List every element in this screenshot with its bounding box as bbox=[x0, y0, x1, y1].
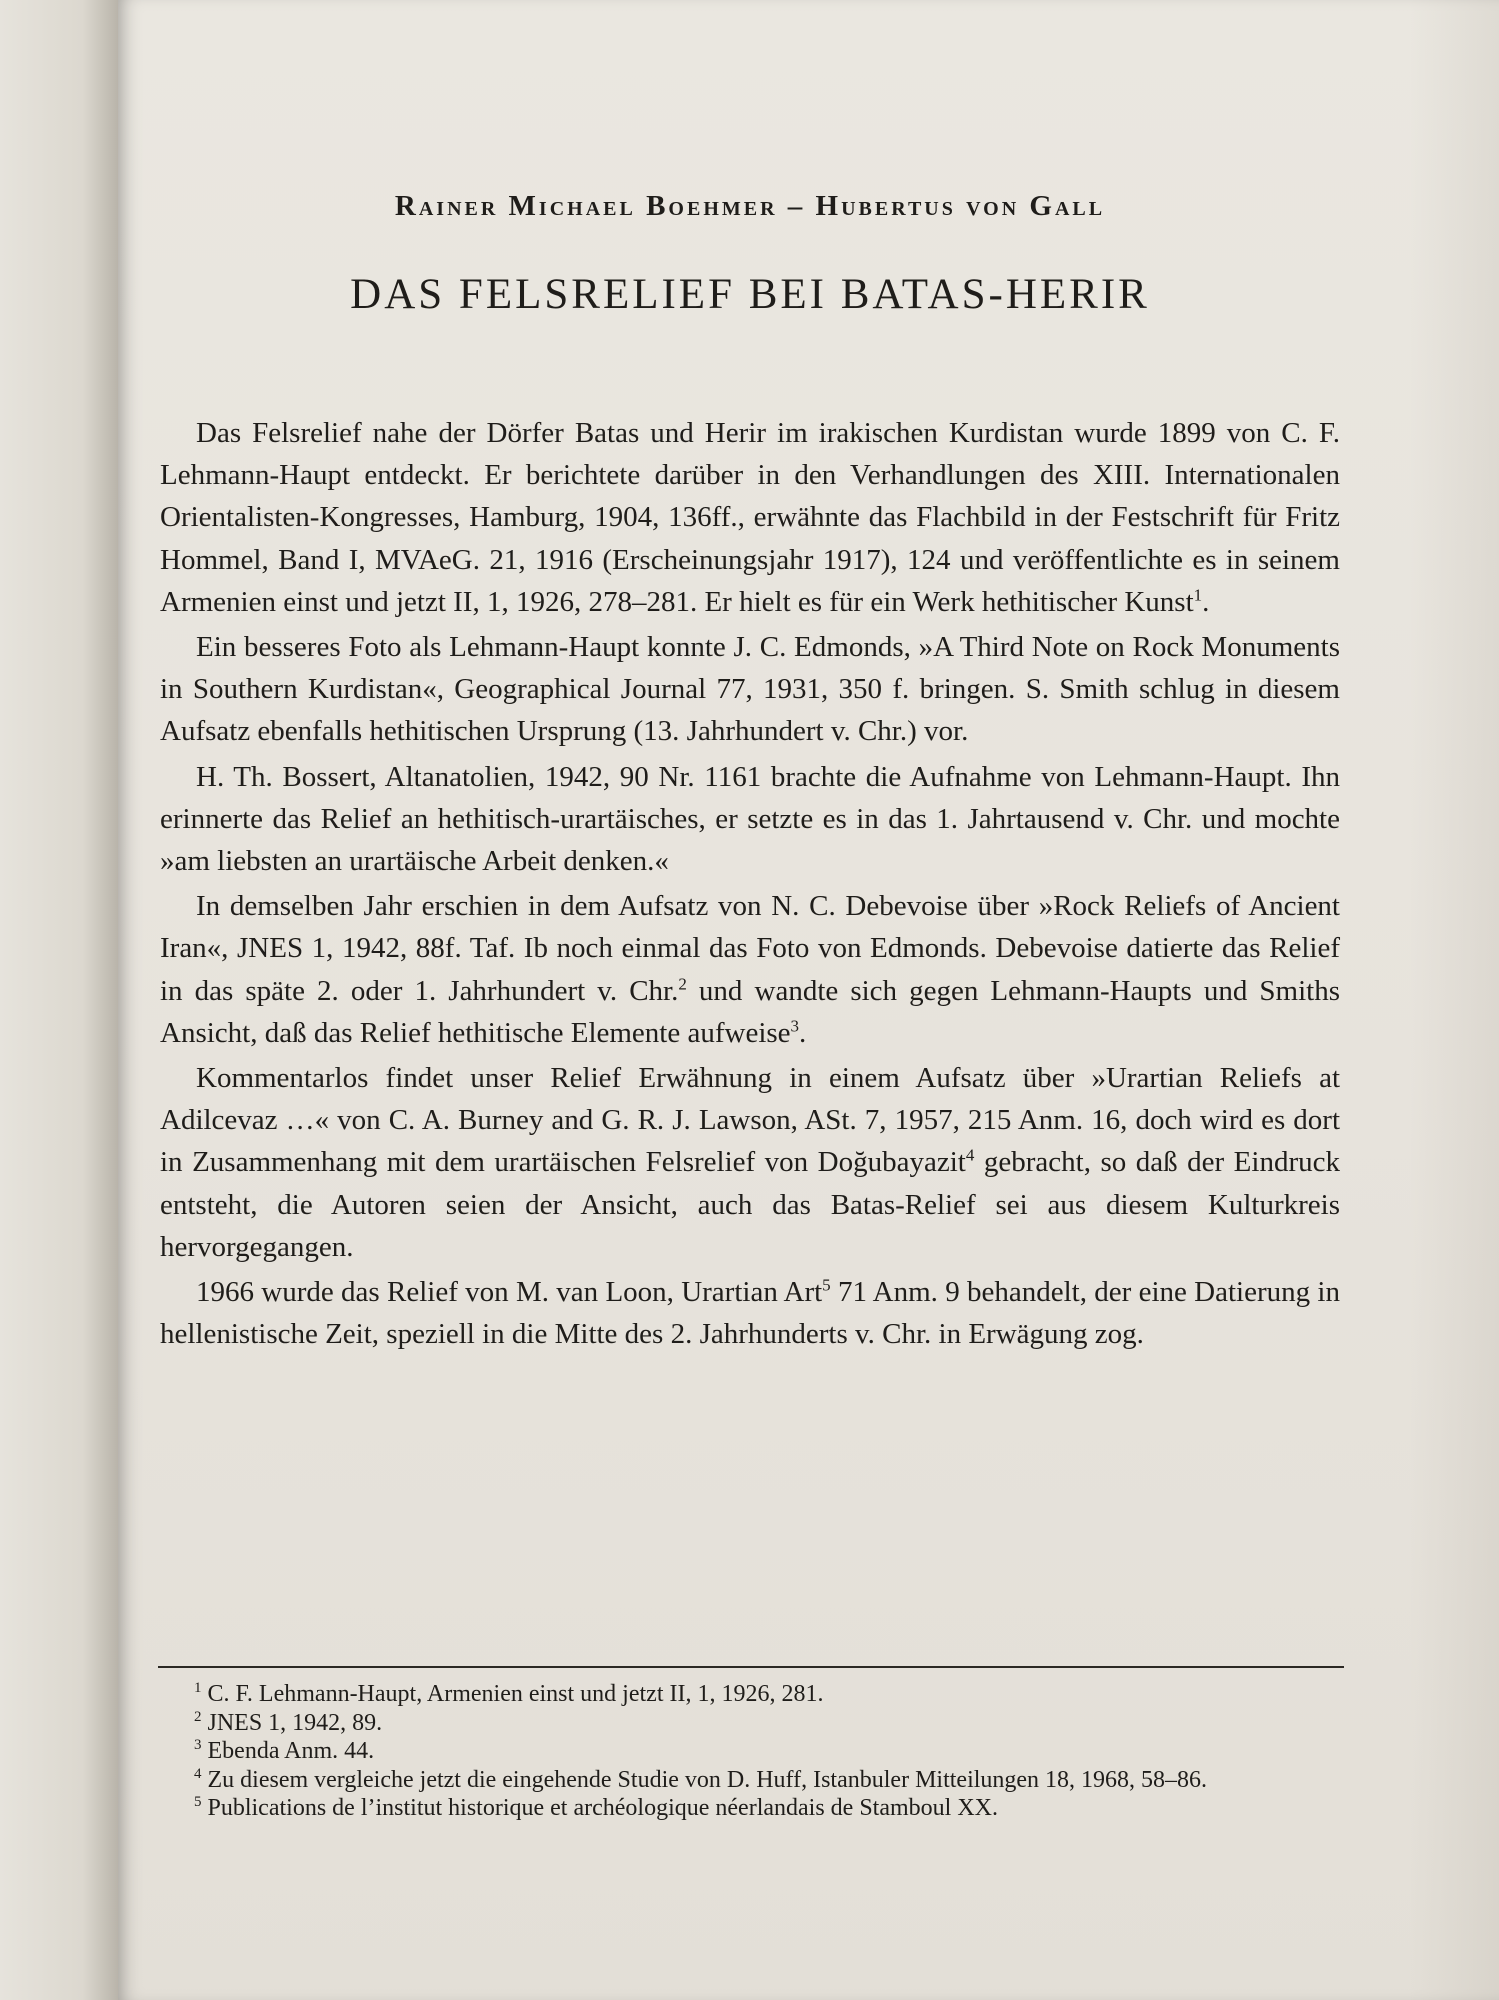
footnotes bbox=[160, 1680, 1342, 1823]
footnote-4 bbox=[160, 1766, 1342, 1795]
paragraph-text: In demselben Jahr erschien in dem Aufsatz von N. C. Debevoise über »Rock Reliefs of Ancient Iran«, JNES 1, 1942, 88f. Taf. Ib noch einmal das Foto von Edmonds. Debevoise datierte das Relief in das späte 2. oder 1. Jahrhundert v. Chr. bbox=[160, 890, 1340, 1007]
paragraph-2 bbox=[160, 626, 1340, 753]
page-shade bbox=[1409, 0, 1499, 2000]
paragraph-tail: . bbox=[799, 1016, 807, 1049]
footnote-2 bbox=[160, 1709, 1342, 1738]
footnote-ref[interactable]: 5 bbox=[822, 1275, 831, 1295]
article-body bbox=[160, 412, 1340, 1358]
footnote-3 bbox=[160, 1737, 1342, 1766]
paragraph-tail: 71 Anm. 9 behandelt, der eine Datierung in hellenistische Zeit, speziell in die Mitte des 2. Jahrhunderts v. Chr. in Erwägung zog. bbox=[160, 1276, 1340, 1351]
footnote-number: 5 bbox=[194, 1794, 202, 1810]
footnote-ref[interactable]: 3 bbox=[790, 1016, 800, 1036]
footnote-number: 1 bbox=[194, 1680, 202, 1696]
paragraph-text: Das Felsrelief nahe der Dörfer Batas und Herir im irakischen Kurdistan wurde 1899 von C. F. Lehmann-Haupt entdeckt. Er berichtete darüber in den Verhandlungen des XIII. Internationalen Orientalisten-Kongresses, Hamburg, 1904, 136ff., erwähnte das Flachbild in der Festschrift für Fritz Hommel, Band I, MVAeG. 21, 1916 (Erscheinungsjahr 1917), 124 und veröffentlichte es in seinem Armenien einst und jetzt II, 1, 1926, 278–281. Er hielt es für ein Werk hethitischer Kunst bbox=[160, 417, 1340, 618]
book-page bbox=[118, 0, 1499, 2000]
footnote-text: Publications de l’institut historique et archéologique néerlandais de Stamboul XX. bbox=[207, 1795, 998, 1821]
adjacent-page-edge bbox=[0, 0, 118, 2000]
footnote-ref[interactable]: 4 bbox=[965, 1145, 975, 1165]
article-authors: Rainer Michael Boehmer – Hubertus von Gall bbox=[394, 190, 1106, 222]
footnote-number: 4 bbox=[194, 1765, 202, 1782]
paragraph-text: Kommentarlos findet unser Relief Erwähnung in einem Aufsatz über »Urartian Reliefs at Adilcevaz …« von C. A. Burney and G. R. J. Lawson, ASt. 7, 1957, 215 Anm. 16, doch wird es dort in Zusammenhang mit dem urartäischen Felsrelief von Doğubayazit bbox=[160, 1062, 1340, 1179]
paragraph-text: Ein besseres Foto als Lehmann-Haupt konnte J. C. Edmonds, »A Third Note on Rock Monuments in Southern Kurdistan«, Geographical Journal 77, 1931, 350 f. bringen. S. Smith schlug in diesem Aufsatz ebenfalls hethitischen Ursprung (13. Jahrhundert v. Chr.) vor. bbox=[160, 631, 1340, 748]
footnote-number: 3 bbox=[194, 1737, 202, 1753]
paragraph-tail: . bbox=[1202, 585, 1210, 618]
paragraph-tail: und wandte sich gegen Lehmann-Haupts und Smiths Ansicht, daß das Relief hethitische Elemente aufweise bbox=[160, 974, 1340, 1049]
footnote-text: C. F. Lehmann-Haupt, Armenien einst und jetzt II, 1, 1926, 281. bbox=[207, 1681, 824, 1707]
footnote-text: Zu diesem vergleiche jetzt die eingehende Studie von D. Huff, Istanbuler Mitteilungen 18, 1968, 58–86. bbox=[207, 1766, 1208, 1793]
footnote-text: Ebenda Anm. 44. bbox=[207, 1738, 375, 1764]
paragraph-3 bbox=[160, 756, 1340, 883]
paragraph-text: 1966 wurde das Relief von M. van Loon, Urartian Art bbox=[196, 1276, 823, 1309]
paragraph-4 bbox=[160, 885, 1340, 1054]
footnote-divider bbox=[158, 1666, 1344, 1668]
paragraph-1 bbox=[160, 412, 1340, 623]
paragraph-6 bbox=[160, 1271, 1340, 1355]
article-title: DAS FELSRELIEF BEI BATAS-HERIR bbox=[350, 271, 1150, 318]
footnote-ref[interactable]: 1 bbox=[1193, 585, 1203, 605]
footnote-ref[interactable]: 2 bbox=[678, 973, 687, 993]
footnote-number: 2 bbox=[194, 1708, 202, 1725]
footnote-1 bbox=[160, 1680, 1342, 1709]
footnote-5 bbox=[160, 1794, 1342, 1823]
paragraph-5 bbox=[160, 1057, 1340, 1268]
paragraph-text: H. Th. Bossert, Altanatolien, 1942, 90 Nr. 1161 brachte die Aufnahme von Lehmann-Haupt. Ihn erinnerte das Relief an hethitisch-urartäisches, er setzte es in das 1. Jahrtausend v. Chr. und mochte »am liebsten an urartäische Arbeit denken.« bbox=[160, 760, 1340, 878]
footnote-text: JNES 1, 1942, 89. bbox=[207, 1709, 383, 1736]
paragraph-tail: gebracht, so daß der Eindruck entsteht, die Autoren seien der Ansicht, auch das Batas-Relief sei aus diesem Kulturkreis hervorgegangen. bbox=[160, 1146, 1340, 1263]
